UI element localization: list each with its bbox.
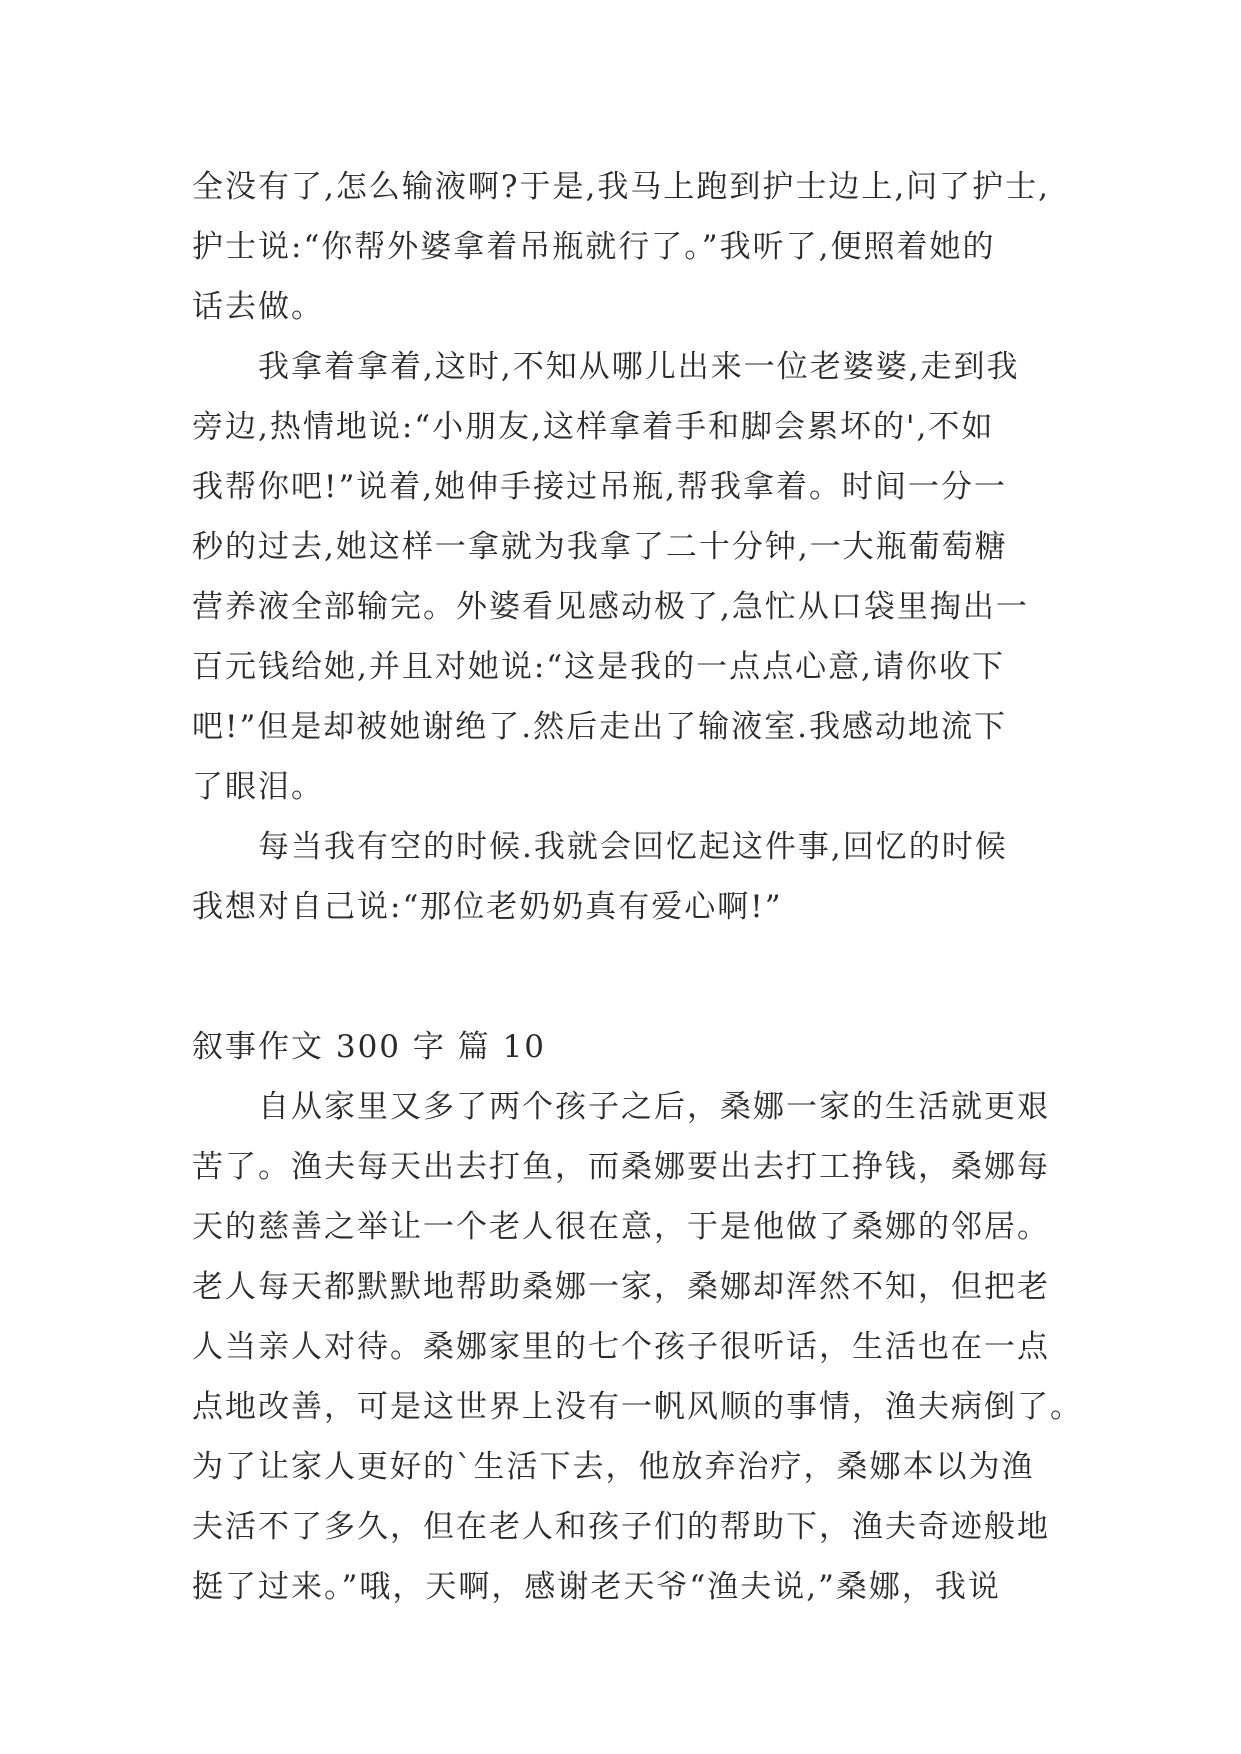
- text-line: 了眼泪。: [192, 769, 324, 805]
- document-body: [192, 157, 1083, 1617]
- paragraph: [192, 1077, 1083, 1617]
- text-line: 护士说:“你帮外婆拿着吊瓶就行了。”我听了,便照着她的: [192, 229, 996, 265]
- text-line: 天的慈善之举让一个老人很在意，于是他做了桑娜的邻居。: [192, 1209, 1050, 1245]
- paragraph-continued: [192, 157, 1072, 337]
- text-line: 每当我有空的时候.我就会回忆起这件事,回忆的时候: [258, 829, 1008, 865]
- section-gap: [192, 937, 1072, 1017]
- text-line: 我拿着拿着,这时,不知从哪儿出来一位老婆婆,走到我: [258, 349, 1020, 385]
- text-line: 自从家里又多了两个孩子之后，桑娜一家的生活就更艰: [258, 1089, 1050, 1125]
- text-line: 吧!”但是却被她谢绝了.然后走出了输液室.我感动地流下: [192, 709, 1008, 745]
- text-line: 旁边,热情地说:“小朋友,这样拿着手和脚会累坏的',不如: [192, 409, 995, 445]
- text-line: 夫活不了多久，但在老人和孩子们的帮助下，渔夫奇迹般地: [192, 1509, 1050, 1545]
- text-line: 秒的过去,她这样一拿就为我拿了二十分钟,一大瓶葡萄糖: [192, 529, 1008, 565]
- text-line: 苦了。渔夫每天出去打鱼，而桑娜要出去打工挣钱，桑娜每: [192, 1149, 1050, 1185]
- text-line: 点地改善，可是这世界上没有一帆风顺的事情，渔夫病倒了。: [192, 1389, 1083, 1425]
- text-line: 全没有了,怎么输液啊?于是,我马上跑到护士边上,问了护士,: [192, 169, 1051, 205]
- text-line: 百元钱给她,并且对她说:“这是我的一点点心意,请你收下: [192, 649, 1005, 685]
- paragraph: [192, 337, 1072, 817]
- text-line: 老人每天都默默地帮助桑娜一家，桑娜却浑然不知，但把老: [192, 1269, 1050, 1305]
- section-heading: 叙事作文 300 字 篇 10: [192, 1029, 547, 1065]
- text-line: 人当亲人对待。桑娜家里的七个孩子很听话，生活也在一点: [192, 1329, 1050, 1365]
- text-line: 我想对自己说:“那位老奶奶真有爱心啊!”: [192, 889, 783, 925]
- paragraph: [192, 817, 1072, 937]
- text-line: 我帮你吧!”说着,她伸手接过吊瓶,帮我拿着。时间一分一: [192, 469, 1008, 505]
- text-line: 为了让家人更好的`生活下去，他放弃治疗，桑娜本以为渔: [192, 1449, 1035, 1485]
- text-line: 话去做。: [192, 289, 324, 325]
- text-line: 挺了过来。”哦，天啊，感谢老天爷“渔夫说,”桑娜，我说: [192, 1569, 1001, 1605]
- text-line: 营养液全部输完。外婆看见感动极了,急忙从口袋里掏出一: [192, 589, 1029, 625]
